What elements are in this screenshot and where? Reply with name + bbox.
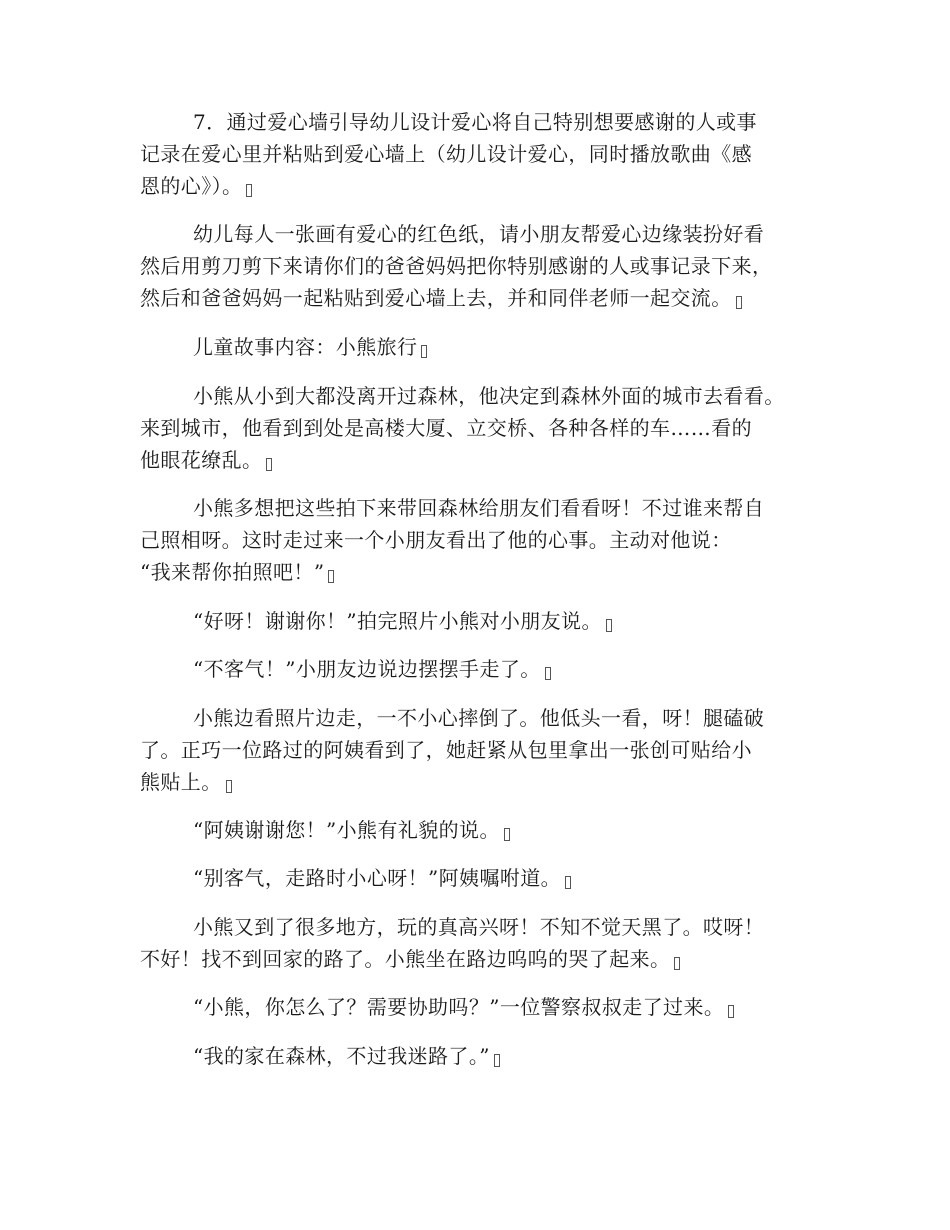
text-line: 小熊又到了很多地方，玩的真高兴呀！不知不觉天黑了。哎呀！ [193, 915, 765, 939]
paragraph-story-1 [140, 380, 830, 476]
paragraph-step-7 [140, 106, 830, 202]
paragraph-mark-icon [266, 458, 272, 471]
paragraph-story-8 [140, 911, 830, 975]
paragraph-story-2 [140, 492, 830, 588]
text-line: 来到城市，他看到到处是高楼大厦、立交桥、各种各样的车……看的 [140, 416, 752, 440]
paragraph-story-5 [140, 702, 830, 798]
paragraph-story-6 [140, 814, 830, 846]
paragraph-story-3 [140, 605, 830, 637]
text-line: 然后用剪刀剪下来请你们的爸爸妈妈把你特别感谢的人或事记录下来， [140, 254, 773, 278]
text-line: 小熊多想把这些拍下来带回森林给朋友们看看呀！不过谁来帮自 [193, 496, 765, 520]
text-line: 小熊从小到大都没离开过森林，他决定到森林外面的城市去看看。 [193, 384, 785, 408]
paragraph-mark-icon [545, 667, 551, 680]
text-line: 然后和爸爸妈妈一起粘贴到爱心墙上去，并和同伴老师一起交流。 [140, 282, 830, 314]
paragraph-mark-icon [565, 876, 571, 889]
text-line: “不客气！”小朋友边说边摆摆手走了。 [140, 653, 830, 685]
text-line: 7．通过爱心墙引导幼儿设计爱心将自己特别想要感谢的人或事 [193, 110, 757, 134]
paragraph-mark-icon [494, 1054, 500, 1067]
paragraph-story-4 [140, 653, 830, 685]
paragraph-mark-icon [421, 345, 427, 358]
text-line: 幼儿每人一张画有爱心的红色纸，请小朋友帮爱心边缘装扮好看 [193, 222, 765, 246]
text-line: “别客气，走路时小心呀！”阿姨嘱咐道。 [140, 862, 830, 894]
text-line: 恩的心》）。 [140, 170, 830, 202]
text-line: “我来帮你拍照吧！” [140, 556, 830, 588]
paragraph-story-7 [140, 862, 830, 894]
text-line: 熊贴上。 [140, 766, 830, 798]
text-line: 己照相呀。这时走过来一个小朋友看出了他的心事。主动对他说： [140, 528, 732, 552]
paragraph-story-9 [140, 991, 830, 1023]
text-line: “我的家在森林，不过我迷路了。” [140, 1040, 830, 1072]
paragraph-mark-icon [504, 828, 510, 841]
text-line: 小熊边看照片边走，一不小心摔倒了。他低头一看，呀！腿磕破 [193, 706, 765, 730]
story-title [140, 331, 830, 363]
paragraph-mark-icon [736, 296, 742, 309]
text-line: “好呀！谢谢你！”拍完照片小熊对小朋友说。 [140, 605, 830, 637]
text-line: 不好！找不到回家的路了。小熊坐在路边呜呜的哭了起来。 [140, 943, 830, 975]
paragraph-mark-icon [674, 957, 680, 970]
paragraph-mark-icon [246, 184, 252, 197]
paragraph-mark-icon [226, 780, 232, 793]
text-line: “小熊，你怎么了？需要协助吗？”一位警察叔叔走了过来。 [140, 991, 830, 1023]
text-line: 了。正巧一位路过的阿姨看到了，她赶紧从包里拿出一张创可贴给小 [140, 738, 752, 762]
text-line: 记录在爱心里并粘贴到爱心墙上（幼儿设计爱心，同时播放歌曲《感 [140, 142, 752, 166]
paragraph-mark-icon [728, 1005, 734, 1018]
text-line: 他眼花缭乱。 [140, 444, 830, 476]
paragraph-mark-icon [606, 619, 612, 632]
paragraph-mark-icon [328, 570, 334, 583]
paragraph-activity-desc [140, 218, 830, 314]
text-line: “阿姨谢谢您！”小熊有礼貌的说。 [140, 814, 830, 846]
text-line: 儿童故事内容：小熊旅行 [140, 331, 830, 363]
paragraph-story-10 [140, 1040, 830, 1072]
